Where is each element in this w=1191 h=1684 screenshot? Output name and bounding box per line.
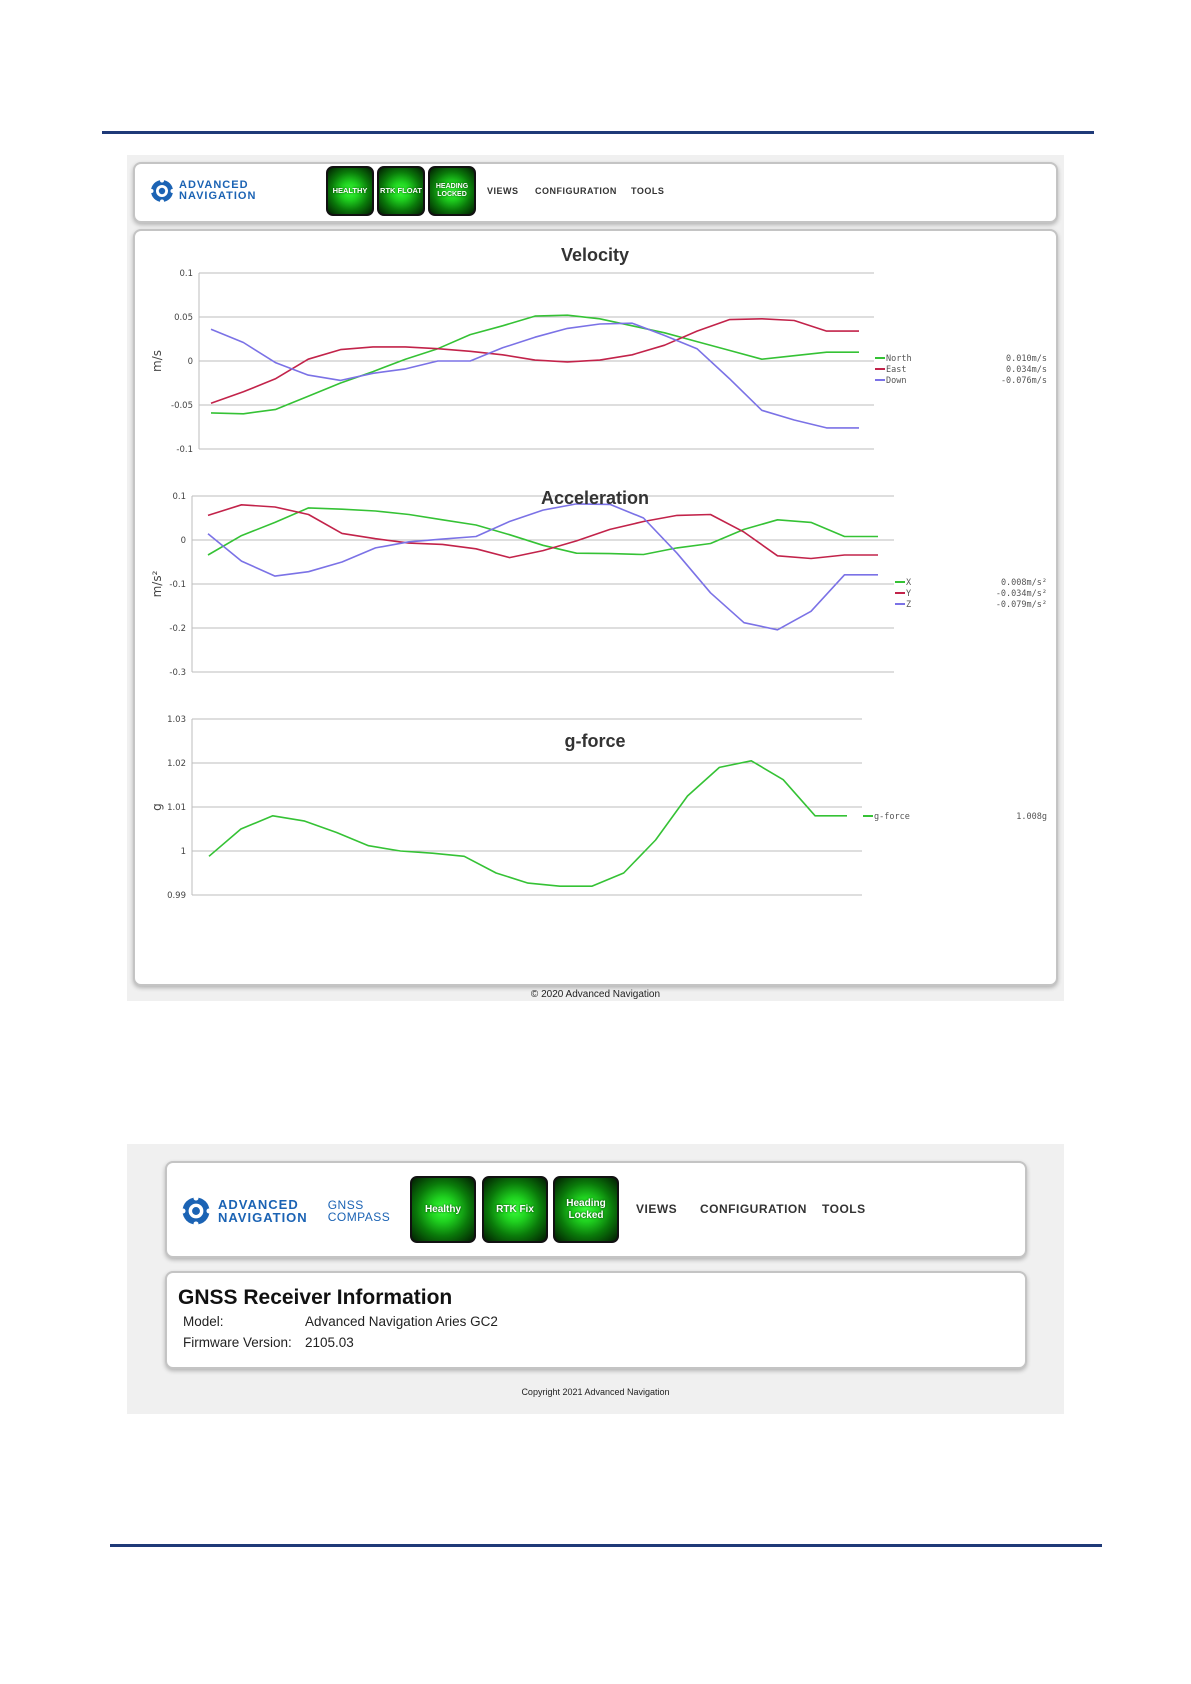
y-axis-label: m/s xyxy=(150,350,164,372)
legend-name: g-force xyxy=(874,812,910,822)
firmware-value: 2105.03 xyxy=(305,1335,354,1350)
product-line1: GNSS xyxy=(327,1198,364,1212)
status-badge-heading[interactable]: HEADING LOCKED xyxy=(428,166,476,216)
series-line-north xyxy=(211,315,859,414)
velocity-title: Velocity xyxy=(560,245,630,265)
nav-tools-2[interactable]: TOOLS xyxy=(822,1202,866,1216)
legend-value: 0.008m/s² xyxy=(1000,578,1047,588)
compass-logo-icon-2 xyxy=(180,1195,212,1227)
y-tick-label: 1 xyxy=(180,847,186,857)
y-tick-label: -0.05 xyxy=(171,401,193,411)
status-badge-healthy[interactable]: HEALTHY xyxy=(326,166,374,216)
footer-copyright: © 2020 Advanced Navigation xyxy=(530,989,661,1000)
y-axis-label: m/s² xyxy=(150,570,164,598)
charts-panel xyxy=(133,229,1058,986)
legend-name: Down xyxy=(886,376,907,386)
brand-logo[interactable] xyxy=(149,178,256,204)
compass-logo-icon xyxy=(149,178,175,204)
y-tick-label: -0.1 xyxy=(169,580,186,590)
nav-tools[interactable]: TOOLS xyxy=(631,186,665,196)
y-tick-label: 0.05 xyxy=(174,313,193,323)
status-badge-rtk[interactable]: RTK FLOAT xyxy=(377,166,425,216)
series-line-down xyxy=(211,323,859,428)
brand-line1: ADVANCED xyxy=(179,179,249,191)
status-badge-healthy-2[interactable]: Healthy xyxy=(410,1176,476,1243)
product-line2: COMPASS xyxy=(327,1210,391,1224)
acceleration-title: Acceleration xyxy=(540,488,650,508)
legend-name: East xyxy=(886,365,907,375)
status-badge-heading-2[interactable]: Heading Locked xyxy=(553,1176,619,1243)
y-tick-label: -0.1 xyxy=(176,445,193,455)
legend-value: -0.034m/s² xyxy=(995,589,1047,599)
series-line-g-force xyxy=(209,761,847,886)
y-tick-label: 0.1 xyxy=(179,269,193,279)
y-tick-label: -0.2 xyxy=(169,624,186,634)
nav-configuration-2[interactable]: CONFIGURATION xyxy=(700,1202,807,1216)
brand2-line1: ADVANCED xyxy=(218,1197,299,1212)
model-label: Model: xyxy=(183,1314,224,1329)
legend-name: North xyxy=(886,354,912,364)
y-tick-label: 0 xyxy=(180,536,186,546)
series-line-y xyxy=(208,505,878,559)
y-tick-label: 1.03 xyxy=(167,715,186,725)
legend-name: Y xyxy=(906,589,912,599)
legend-name: X xyxy=(906,578,912,588)
y-tick-label: 0.1 xyxy=(172,492,186,502)
y-tick-label: 1.02 xyxy=(167,759,186,769)
firmware-label: Firmware Version: xyxy=(183,1335,292,1350)
header-bar xyxy=(133,162,1058,223)
bottom-rule xyxy=(110,1544,1102,1547)
legend-value: 0.010m/s xyxy=(1006,354,1047,364)
footer-copyright-2: Copyright 2021 Advanced Navigation xyxy=(521,1387,670,1397)
info-panel xyxy=(165,1271,1027,1369)
header-bar-2 xyxy=(165,1161,1027,1258)
screenshot-charts xyxy=(127,155,1064,1001)
legend-value: 1.008g xyxy=(1016,812,1047,822)
y-tick-label: 1.01 xyxy=(167,803,186,813)
brand2-line2: NAVIGATION xyxy=(218,1210,308,1225)
legend-value: 0.034m/s xyxy=(1006,365,1047,375)
nav-views-2[interactable]: VIEWS xyxy=(636,1202,678,1216)
y-tick-label: 0.99 xyxy=(167,891,186,901)
legend-value: -0.076m/s xyxy=(1000,376,1047,386)
brand-line2: NAVIGATION xyxy=(179,190,257,202)
screenshot-receiver-info xyxy=(127,1144,1064,1414)
status-badge-rtk-2[interactable]: RTK Fix xyxy=(482,1176,548,1243)
y-axis-label: g xyxy=(150,803,164,811)
y-tick-label: 0 xyxy=(187,357,193,367)
nav-views[interactable]: VIEWS xyxy=(487,186,519,196)
series-line-z xyxy=(208,504,878,630)
legend-value: -0.079m/s² xyxy=(995,600,1047,610)
gforce-title: g-force xyxy=(564,731,626,751)
brand-logo-2[interactable] xyxy=(180,1195,390,1227)
model-value: Advanced Navigation Aries GC2 xyxy=(305,1314,498,1329)
charts-svg xyxy=(135,231,1056,984)
nav-configuration[interactable]: CONFIGURATION xyxy=(535,186,617,196)
top-rule xyxy=(102,131,1094,134)
info-title: GNSS Receiver Information xyxy=(178,1286,453,1309)
legend-name: Z xyxy=(906,600,912,610)
y-tick-label: -0.3 xyxy=(169,668,186,678)
